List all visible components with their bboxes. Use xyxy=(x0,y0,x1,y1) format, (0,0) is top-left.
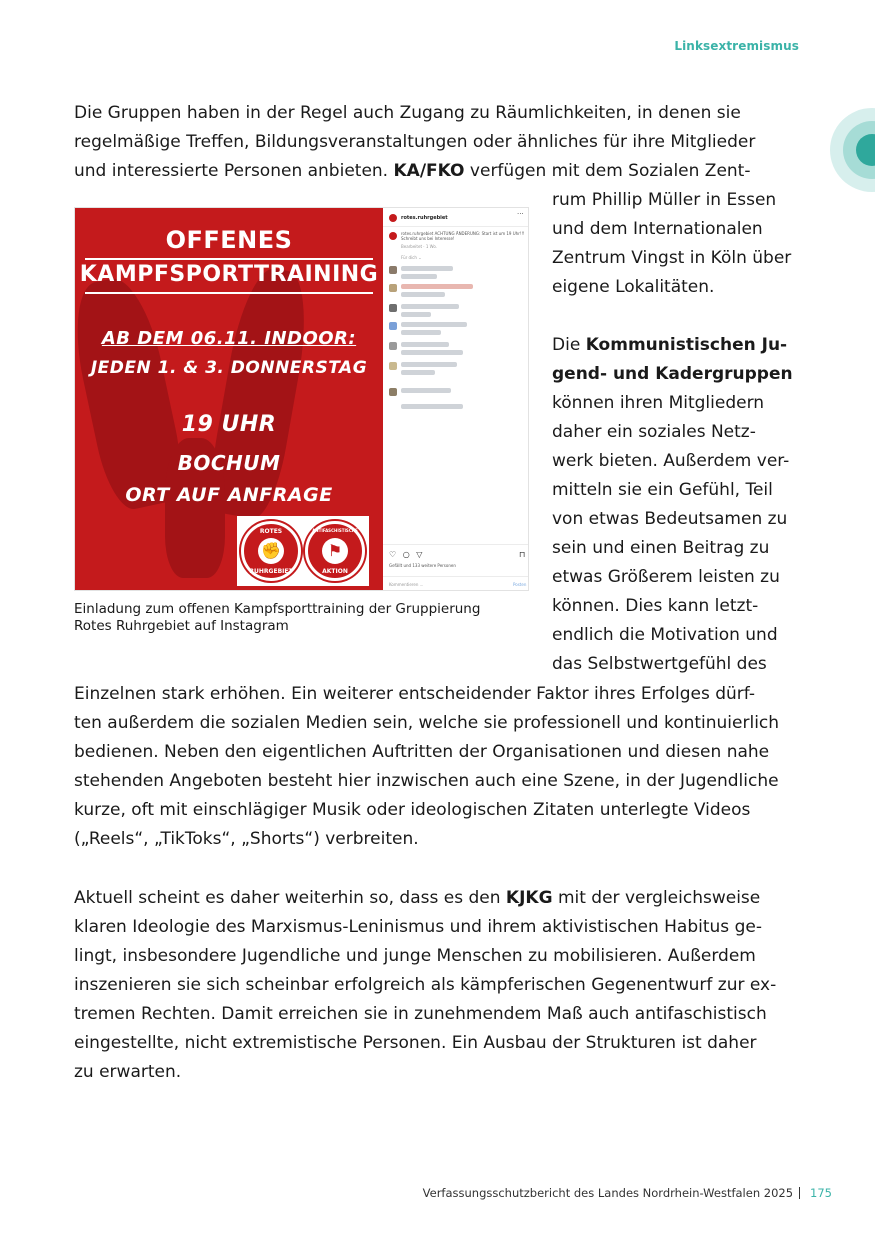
ig-post-button[interactable]: Posten xyxy=(513,582,527,587)
footer-divider xyxy=(799,1187,800,1199)
org-name-kjkg: Kommunistischen Ju- xyxy=(585,335,788,355)
instagram-screenshot-figure xyxy=(74,207,529,591)
paragraph-line: inszenieren sie sich scheinbar erfolgreich als kämpferischen Gegenentwurf zur ex- xyxy=(74,975,777,995)
paragraph-line: stehenden Angeboten besteht hier inzwischen auch eine Szene, in der Jugendliche xyxy=(74,771,779,791)
paragraph-social-media xyxy=(74,680,804,854)
paragraph-line: kurze, oft mit einschlägiger Musik oder ideologischen Zitaten unterlegte Videos xyxy=(74,800,751,820)
paragraph-line: klaren Ideologie des Marxismus-Leninismus und ihrem aktivistischen Habitus ge- xyxy=(74,917,762,937)
paragraph-line: können ihren Mitgliedern xyxy=(552,393,765,413)
paragraph-line: von etwas Bedeutsamen zu xyxy=(552,509,788,529)
poster-date-line2: JEDEN 1. & 3. DONNERSTAG xyxy=(90,358,368,378)
training-poster xyxy=(75,208,383,591)
page-footer xyxy=(423,1186,832,1200)
paragraph-line: Die Gruppen haben in der Regel auch Zugang zu Räumlichkeiten, in denen sie xyxy=(74,103,741,123)
paragraph-line: ten außerdem die sozialen Medien sein, welche sie professionell und kontinuierlich xyxy=(74,713,780,733)
poster-title-line2: KAMPFSPORTTRAINING xyxy=(79,262,379,287)
more-options-icon: ··· xyxy=(517,210,524,218)
poster-date-line1: AB DEM 06.11. INDOOR: xyxy=(101,328,357,349)
poster-time: 19 UHR xyxy=(181,412,277,437)
page-number: 175 xyxy=(810,1186,832,1200)
paragraph-line: Die Kommunistischen Ju- xyxy=(552,335,788,355)
org-name-ka-fko: KA/FKO xyxy=(393,161,465,181)
paragraph-line: tremen Rechten. Damit erreichen sie in zunehmendem Maß auch antifaschistisch xyxy=(74,1004,767,1024)
paragraph-line: zu erwarten. xyxy=(74,1062,182,1082)
paragraph-line: Aktuell scheint es daher weiterhin so, dass es den KJKG mit der vergleichsweise xyxy=(74,888,761,908)
ig-likes: Gefällt und 133 weitere Personen xyxy=(389,563,456,568)
ig-handle: rotes.ruhrgebiet xyxy=(401,215,448,221)
publication-title: Verfassungsschutzbericht des Landes Nordrhein-Westfalen 2025 xyxy=(422,1186,794,1200)
paragraph-line: („Reels“, „TikToks“, „Shorts“) verbreiten. xyxy=(74,829,419,849)
bookmark-icon[interactable]: ⊓ xyxy=(519,550,526,559)
ig-comment-filter: Für dich ⌄ xyxy=(401,255,422,260)
caption-line: Einladung zum offenen Kampfsporttraining der Gruppierung xyxy=(74,601,481,617)
paragraph-line: rum Phillip Müller in Essen xyxy=(552,190,777,210)
poster-logos xyxy=(237,516,369,586)
avatar xyxy=(389,232,397,240)
ig-post-text: rotes.ruhrgebiet ACHTUNG ÄNDERUNG: Start ist um 19 Uhr!!! Schreibt uns bei Interesse! xyxy=(401,231,525,241)
section-header: Linksextremismus xyxy=(674,39,799,53)
paragraph-line: mitteln sie ein Gefühl, Teil xyxy=(552,480,773,500)
ig-post-meta: Bearbeitet · 1 Wo. xyxy=(401,244,438,249)
paragraph-intro xyxy=(74,99,799,186)
paragraph-line: sein und einen Beitrag zu xyxy=(552,538,770,558)
paragraph-line: und interessierte Personen anbieten. KA/FKO verfügen mit dem Sozialen Zent- xyxy=(74,161,751,181)
figure-caption xyxy=(74,601,534,635)
paragraph-line: etwas Größerem leisten zu xyxy=(552,567,780,587)
paragraph-line: bedienen. Neben den eigentlichen Auftritten der Organisationen und diesen nahe xyxy=(74,742,770,762)
paragraph-line: daher ein soziales Netz- xyxy=(552,422,756,442)
paragraph-line: werk bieten. Außerdem ver- xyxy=(552,451,790,471)
antifa-aktion-logo: ANTIFASCHISTISCHE ⚑ AKTION xyxy=(305,521,365,581)
org-name-kjkg: KJKG xyxy=(505,888,553,908)
paragraph-line: gend- und Kadergruppen xyxy=(552,364,793,384)
rotes-ruhrgebiet-logo: ROTES ✊ RUHRGEBIET xyxy=(241,521,301,581)
flag-icon: ⚑ xyxy=(327,541,343,560)
ig-comment-input[interactable]: Kommentieren ... xyxy=(389,582,424,587)
poster-city: BOCHUM xyxy=(177,451,281,475)
paragraph-line: lingt, insbesondere Jugendliche und junge Menschen zu mobilisieren. Außerdem xyxy=(74,946,756,966)
text-column-right xyxy=(552,186,802,679)
paragraph-spacer xyxy=(552,302,802,331)
ig-action-icons[interactable]: ♡ ○ ▽ xyxy=(389,550,425,559)
instagram-sidebar xyxy=(383,208,529,591)
raised-fist-icon: ✊ xyxy=(261,541,281,560)
paragraph-line: regelmäßige Treffen, Bildungsveranstaltungen oder ähnliches für ihre Mitglieder xyxy=(74,132,756,152)
paragraph-line: eingestellte, nicht extremistische Personen. Ein Ausbau der Strukturen ist daher xyxy=(74,1033,757,1053)
side-tab-marker xyxy=(830,108,875,192)
paragraph-line: Einzelnen stark erhöhen. Ein weiterer entscheidender Faktor ihres Erfolges dürf- xyxy=(74,684,755,704)
paragraph-line: das Selbstwertgefühl des xyxy=(552,654,767,674)
paragraph-line: endlich die Motivation und xyxy=(552,625,778,645)
poster-title-line1: OFFENES xyxy=(165,226,293,254)
paragraph-line: Zentrum Vingst in Köln über xyxy=(552,248,792,268)
caption-line: Rotes Ruhrgebiet auf Instagram xyxy=(74,618,289,634)
paragraph-line: können. Dies kann letzt- xyxy=(552,596,759,616)
paragraph-line: eigene Lokalitäten. xyxy=(552,277,715,297)
paragraph-line: und dem Internationalen xyxy=(552,219,763,239)
paragraph-outlook xyxy=(74,884,804,1087)
poster-location: ORT AUF ANFRAGE xyxy=(125,484,333,506)
avatar xyxy=(389,214,397,222)
